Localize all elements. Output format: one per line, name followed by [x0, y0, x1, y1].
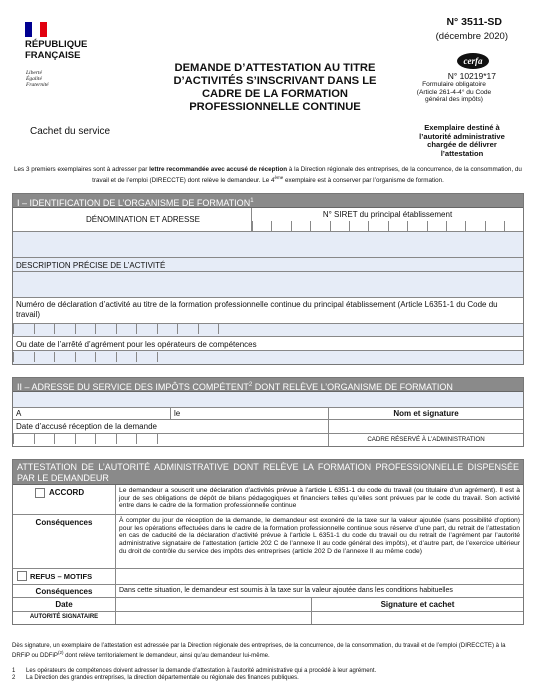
section-3-header [13, 460, 523, 485]
comb-box[interactable] [157, 324, 178, 334]
comb-box[interactable] [34, 324, 55, 334]
comb-box[interactable] [13, 352, 34, 362]
comb-box[interactable] [54, 434, 75, 444]
accord-checkbox[interactable] [35, 488, 45, 498]
a-label: A [16, 409, 22, 418]
comb-box[interactable] [13, 434, 34, 444]
arrete-label: Ou date de l’arrêté d’agrément pour les opérateurs de compétences [16, 340, 257, 349]
cachet-du-service: Cachet du service [30, 126, 111, 137]
comb-box[interactable] [388, 221, 407, 231]
flag-blue [25, 22, 32, 37]
comb-box[interactable] [75, 352, 96, 362]
refus-checkbox[interactable] [17, 571, 27, 581]
cerfa-note-line-1: Formulaire obligatoire [422, 81, 486, 88]
devise [26, 70, 49, 89]
description-label: DESCRIPTION PRÉCISE DE L’ACTIVITÉ [16, 261, 166, 270]
comb-box[interactable] [330, 221, 349, 231]
comb-box[interactable] [504, 221, 523, 231]
date-boxes-row [13, 434, 523, 446]
exemplaire-line-1: Exemplaire destiné à [424, 123, 500, 132]
denomination-input[interactable] [13, 232, 523, 258]
le-cell[interactable] [170, 408, 328, 419]
logo-line-1: RÉPUBLIQUE [25, 39, 88, 50]
cerfa-note-line-3: général des impôts) [425, 96, 483, 104]
consequences-text: À compter du jour de réception de la demande, le demandeur est exonéré de la taxe sur la valeur ajoutée (sans possibilité d’option) pour les opérations effectuées dans le cadre de la formation professionnelle continue sous réserve d’une part, du retrait de l’attestation en cas de caducité de la déclaration d’activité prévue à l’article L 6351-1 du code du travail ou du retrait de l’agrément par l’autorité administrative signataire de l’attestation (article 202 C de l’annexe II au code général des impôts), et d’autre part, de l’exercice ultérieur du droit de contrôle du service des impôts des entreprises (article 202 D de l’annexe II au même code) [115, 515, 523, 568]
consequences-2-label: Conséquences [35, 587, 93, 596]
comb-box[interactable] [198, 324, 219, 334]
comb-box[interactable] [34, 352, 55, 362]
cerfa-note-line-2: (Article 261-4-4° du Code [416, 88, 492, 96]
arrete-date-boxes[interactable] [13, 352, 177, 364]
footnote-1 [12, 668, 524, 675]
intro-bold: lettre recommandée avec accusé de réception [149, 166, 288, 173]
cerfa-logo: cerfa [457, 53, 489, 69]
denomination-label: DÉNOMINATION ET ADRESSE [86, 215, 200, 224]
comb-box[interactable] [54, 324, 75, 334]
consequences-2-row [13, 585, 523, 598]
refus-label: REFUS – MOTIFS [30, 572, 93, 581]
comb-box[interactable] [291, 221, 310, 231]
autorite-row [13, 612, 523, 624]
date-label: Date [55, 600, 73, 609]
comb-box[interactable] [407, 221, 426, 231]
section-2-header [13, 378, 523, 392]
comb-box[interactable] [218, 324, 239, 334]
footer-sup: (2) [57, 650, 64, 656]
denomination-siret-row [13, 208, 523, 232]
comb-box[interactable] [136, 434, 157, 444]
siret-input-boxes[interactable] [252, 221, 523, 231]
exemplaire-line-2: l’autorité administrative [419, 131, 505, 141]
devise-fraternite: Fraternité [26, 82, 49, 89]
denomination-cell [13, 208, 273, 231]
logo-line-2: FRANÇAISE [25, 49, 81, 61]
comb-box[interactable] [368, 221, 387, 231]
comb-box[interactable] [252, 221, 271, 231]
comb-box[interactable] [116, 434, 137, 444]
devise-egalite: Égalité [26, 76, 42, 83]
comb-box[interactable] [95, 352, 116, 362]
footnotes [12, 668, 524, 683]
form-title [145, 62, 405, 114]
signature-cachet-label: Signature et cachet [311, 598, 523, 611]
refus-row [13, 569, 523, 585]
french-flag-icon [25, 22, 47, 37]
comb-box[interactable] [13, 324, 34, 334]
section-1-header [13, 194, 523, 208]
service-address-input[interactable] [13, 392, 523, 408]
title-line-4: PROFESSIONNELLE CONTINUE [189, 101, 361, 113]
declaration-input-boxes[interactable] [13, 324, 239, 336]
section-2-title-sup: 2 [248, 382, 253, 388]
comb-box[interactable] [485, 221, 504, 231]
signature-cachet-area[interactable] [311, 612, 523, 624]
footnote-2 [12, 675, 524, 682]
declaration-row [13, 298, 523, 324]
nom-signature-cell [328, 408, 523, 419]
comb-box[interactable] [75, 324, 96, 334]
comb-box[interactable] [446, 221, 465, 231]
cerfa-number: N° 10219*17 [447, 71, 496, 81]
signature-area[interactable] [328, 420, 523, 433]
flag-red [40, 22, 47, 37]
title-line-2: D’ACTIVITÉS S’INSCRIVANT DANS LE [173, 75, 377, 87]
footnote-2-number: 2 [12, 675, 16, 682]
accuse-date-boxes[interactable] [13, 434, 177, 446]
form-date: (décembre 2020) [435, 31, 508, 42]
title-line-3: CADRE DE LA FORMATION [201, 88, 349, 100]
comb-box[interactable] [116, 352, 137, 362]
section-identification [12, 193, 524, 365]
arrete-row [13, 337, 523, 351]
description-input[interactable] [13, 272, 523, 298]
comb-box[interactable] [116, 324, 137, 334]
comb-box[interactable] [95, 434, 116, 444]
footnote-1-text: Les opérateurs de compétences doivent adresser la demande d’attestation à l’autorité administrative qui a procédé à leur agrément. [26, 668, 377, 674]
accord-text: Le demandeur a souscrit une déclaration d’activités prévue à l’article L 6351-1 du code du travail (ou titulaire d’un agrément). Il est à jour de ses obligations de dépôt de bilans pédagogiques et financiers telles qu’elles sont prévues par le code du travail. Son activité entre dans le cadre de la formation professionnelle continue [115, 485, 523, 514]
section-2-title: II – ADRESSE DU SERVICE DES IMPÔTS COMPÉTENT [17, 382, 249, 392]
footnote-2-text: La Direction des grandes entreprises, la direction départementale ou régionale des finances publiques. [26, 675, 299, 682]
comb-box[interactable] [177, 324, 198, 334]
section-service-impots [12, 377, 524, 447]
autorite-signataire-label: AUTORITÉ SIGNATAIRE [29, 614, 99, 620]
section-1-title-sup: 1 [250, 198, 254, 204]
accord-label: ACCORD [49, 488, 85, 497]
section-2-title-rest: DONT RELÈVE L’ORGANISME DE FORMATION [252, 382, 453, 392]
title-line-1: DEMANDE D’ATTESTATION AU TITRE [174, 62, 376, 74]
comb-box[interactable] [157, 352, 178, 362]
intro-sup: ème [274, 174, 284, 180]
nom-signature-label: Nom et signature [393, 409, 459, 418]
footnote-1-number: 1 [12, 668, 16, 674]
comb-box[interactable] [465, 221, 484, 231]
comb-box[interactable] [157, 434, 178, 444]
cadre-reserve-cell [328, 434, 523, 446]
exemplaire-note [412, 124, 512, 158]
date-accuse-label: Date d’accusé réception de la demande [16, 422, 157, 431]
siret-cell [251, 208, 523, 231]
section-1-title: I – IDENTIFICATION DE L’ORGANISME DE FORMATION [17, 198, 251, 208]
exemplaire-line-3: chargée de délivrer [427, 140, 497, 150]
arrete-boxes-row [13, 351, 523, 364]
intro-instructions [12, 166, 524, 184]
comb-box[interactable] [349, 221, 368, 231]
comb-box[interactable] [75, 434, 96, 444]
date-accuse-row [13, 420, 523, 434]
section-3-title: ATTESTATION DE L’AUTORITÉ ADMINISTRATIVE DONT RELÈVE LA FORMATION PROFESSIONNELLE DISPENSÉE PAR LE DEMANDEUR [17, 462, 519, 483]
comb-box[interactable] [271, 221, 290, 231]
intro-part-2: à la Direction régionale des entreprises, de la concurrence, de la consommation, du travail et de l’emploi (DIRECCTE) dont relève le demandeur. Le 4 [92, 166, 522, 184]
republique-logo-text [25, 40, 87, 61]
comb-box[interactable] [136, 324, 157, 334]
footer-text-part-2: dont relève territorialement le demandeur, ainsi qu’au demandeur lui-même. [63, 652, 270, 660]
refus-cell [13, 569, 115, 584]
form-header [0, 0, 534, 170]
a-le-row [13, 408, 523, 420]
accord-row [13, 485, 523, 515]
declaration-boxes-row [13, 324, 523, 337]
declaration-label: Numéro de déclaration d’activité au titre de la formation professionnelle continue du principal établissement (Article L6351-1 du Code du travail) [16, 300, 498, 319]
a-cell[interactable] [13, 408, 170, 419]
date-signature-row [13, 598, 523, 612]
intro-part-1: Les 3 premiers exemplaires sont à adresser par [14, 166, 150, 173]
section-attestation [12, 459, 524, 625]
le-label: le [174, 409, 181, 418]
form-number: N° 3511-SD [446, 16, 502, 28]
flag-white [32, 22, 39, 37]
cadre-reserve-label: CADRE RÉSERVÉ À L’ADMINISTRATION [367, 436, 485, 443]
cerfa-note [394, 81, 514, 104]
consequences-row [13, 515, 523, 569]
footer-text [12, 642, 524, 659]
comb-box[interactable] [310, 221, 329, 231]
consequences-2-text: Dans cette situation, le demandeur est soumis à la taxe sur la valeur ajoutée dans les conditions habituelles [115, 585, 523, 597]
comb-box[interactable] [95, 324, 116, 334]
comb-box[interactable] [54, 352, 75, 362]
date-accuse-cell [13, 420, 328, 433]
consequences-label: Conséquences [35, 518, 93, 527]
siret-label: N° SIRET du principal établissement [322, 210, 453, 219]
exemplaire-line-4: l’attestation [440, 148, 484, 158]
intro-part-3: exemplaire est à conserver par l’organisme de formation. [283, 176, 444, 184]
comb-box[interactable] [136, 352, 157, 362]
comb-box[interactable] [427, 221, 446, 231]
autorite-input[interactable] [115, 612, 311, 624]
refus-motifs-input[interactable] [115, 569, 523, 584]
footer-text-part-1: Dès signature, un exemplaire de l’attestation est adressée par la Direction régionale des entreprises, de la concurrence, de la consommation, du travail et de l’emploi (DIRECCTE) à la DRFiP ou DDFiP [12, 642, 506, 660]
denomination-input-2[interactable] [13, 258, 523, 272]
devise-liberte: Liberté [26, 70, 42, 76]
comb-box[interactable] [34, 434, 55, 444]
date-input[interactable] [115, 598, 311, 611]
accord-cell [13, 485, 115, 514]
